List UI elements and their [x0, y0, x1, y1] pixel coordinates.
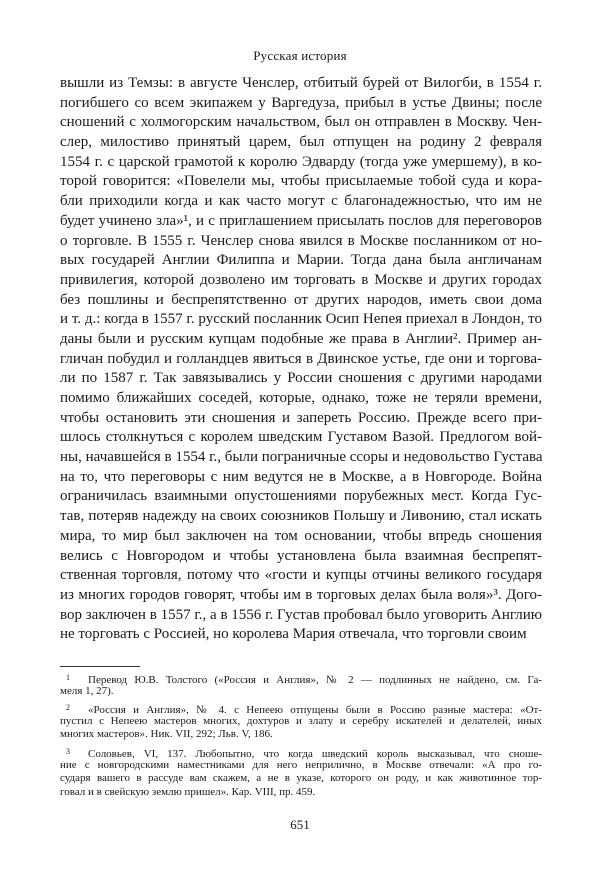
running-head: Русская история: [253, 48, 347, 63]
body-line: торой говорится: «Повелели мы, чтобы присылаемые тобой суда и кора-: [60, 173, 542, 190]
body-line: из многих городов говорят, чтобы им в торговых делах была воля»³. Дого-: [60, 586, 542, 603]
body-line: сношений с холмогорским начальством, был он отправлен в Москву. Чен-: [60, 114, 542, 131]
body-line: не торговать с Россией, но королева Мария отвечала, что торговли своим: [60, 626, 527, 643]
body-line: тав, потеряв надежду на своих союзников Польшу и Ливонию, стал искать: [60, 508, 542, 525]
body-line: чтобы остановить эти сношения и запереть Россию. Прежде всего при-: [60, 409, 542, 426]
body-line: ственная торговля, потому что «гости и купцы отчины великого государя: [60, 567, 542, 584]
page-number: 651: [290, 817, 310, 832]
footnote-line: пустил с Непеею мастеров многих, дохтуров и злату и серебру искателей и делателей, иных: [60, 714, 542, 727]
footnote-rule: [60, 666, 140, 667]
body-line: привилегия, которой дозволено им торговать в Москве и других городах: [60, 271, 542, 288]
body-line: на то, что переговоры с ним ведутся не в Москве, а в Новгороде. Война: [60, 468, 542, 485]
body-line: погибшего со всем экипажем у Варгедуза, прибыл в устье Двины; после: [60, 94, 542, 111]
body-line: бли приходили когда и как часто могут с благонадежностью, что им не: [60, 193, 542, 210]
footnote-line: говал и в свейскую землю пришел». Кар. VIII, пр. 459.: [60, 785, 316, 798]
body-line: гличан побудил и голландцев явиться в Двинское устье, где они и торгова-: [60, 350, 542, 367]
body-line: велись с Новгородом и чтобы установлена была взаимная беспрепят-: [60, 547, 542, 564]
body-text: [60, 74, 542, 645]
body-line: ли по 1587 г. Так завязывались у России сношения с другими народами: [60, 370, 542, 387]
footnote-marker: 1: [66, 673, 70, 682]
footnote: [60, 701, 542, 742]
body-line: 1554 г. с царской грамотой к королю Эдварду (тогда уже умершему), в ко-: [60, 153, 542, 170]
body-line: ограничилась взаимными опустошениями порубежных мест. Когда Гус-: [60, 488, 542, 505]
footnote-line: ние с новгородскими наместниками для него неприлично, в Москве отвечали: «А про го-: [60, 758, 542, 771]
footnote: [60, 745, 542, 799]
body-line: ны, начавшейся в 1554 г., были пограничные ссоры и недовольство Густава: [60, 449, 543, 466]
footnote-line: меля 1, 27).: [60, 684, 114, 697]
footnote-line: Соловьев, VI, 137. Любопытно, что когда шведский король высказывал, что сноше-: [88, 747, 542, 760]
body-line: без пошлины и беспрепятственно от других народов, иметь свои дома: [60, 291, 542, 308]
body-line: слер, милостиво принятый царем, был отпущен на родину 2 февраля: [60, 134, 542, 151]
body-line: вышли из Темзы: в августе Ченслер, отбитый бурей от Вилогби, в 1554 г.: [60, 75, 542, 91]
body-line: шлось столкнуться с королем шведским Густавом Вазой. Предлогом вой-: [60, 429, 542, 446]
footnote-marker: 2: [66, 703, 70, 713]
body-line: даны были и русским купцам подобные же права в Англии². Пример ан-: [60, 330, 542, 347]
footnote-line: многих мастеров». Ник. VII, 292; Льв. V, 186.: [60, 728, 273, 741]
footnote-line: сударя вашего в рассуде вам скажем, а не в указе, которого он роду, и как животинное тор-: [60, 772, 542, 785]
body-line: будет учинено зла»¹, и с приглашением присылать послов для переговоров: [60, 212, 542, 229]
body-line: о торговле. В 1555 г. Ченслер снова явился в Москве посланником от но-: [60, 232, 542, 249]
footnote-marker: 3: [66, 746, 70, 756]
body-line: помимо ближайших соседей, которые, однако, тоже не теряли времени,: [60, 390, 542, 406]
body-line: вор заключен в 1557 г., а в 1556 г. Густав пробовал было уговорить Англию: [60, 606, 542, 623]
footnote-line: «Россия и Англия», № 4. с Непеею отпущены были в Россию разные мастера: «От-: [88, 704, 542, 717]
body-line: мира, то мир был заключен на том основании, чтобы впредь сношения: [60, 527, 542, 544]
footnote-line: Перевод Ю.В. Толстого («Россия и Англия», № 2 — подлинных не найдено, см. Га-: [88, 674, 542, 686]
body-line: вых государей Англии Филиппа и Марии. Тогда дана была англичанам: [60, 252, 542, 269]
body-line: и т. д.: когда в 1557 г. русский посланник Осип Непея приехал в Лондон, то: [60, 311, 542, 328]
footnote: [60, 671, 542, 698]
footnotes: [60, 671, 542, 799]
